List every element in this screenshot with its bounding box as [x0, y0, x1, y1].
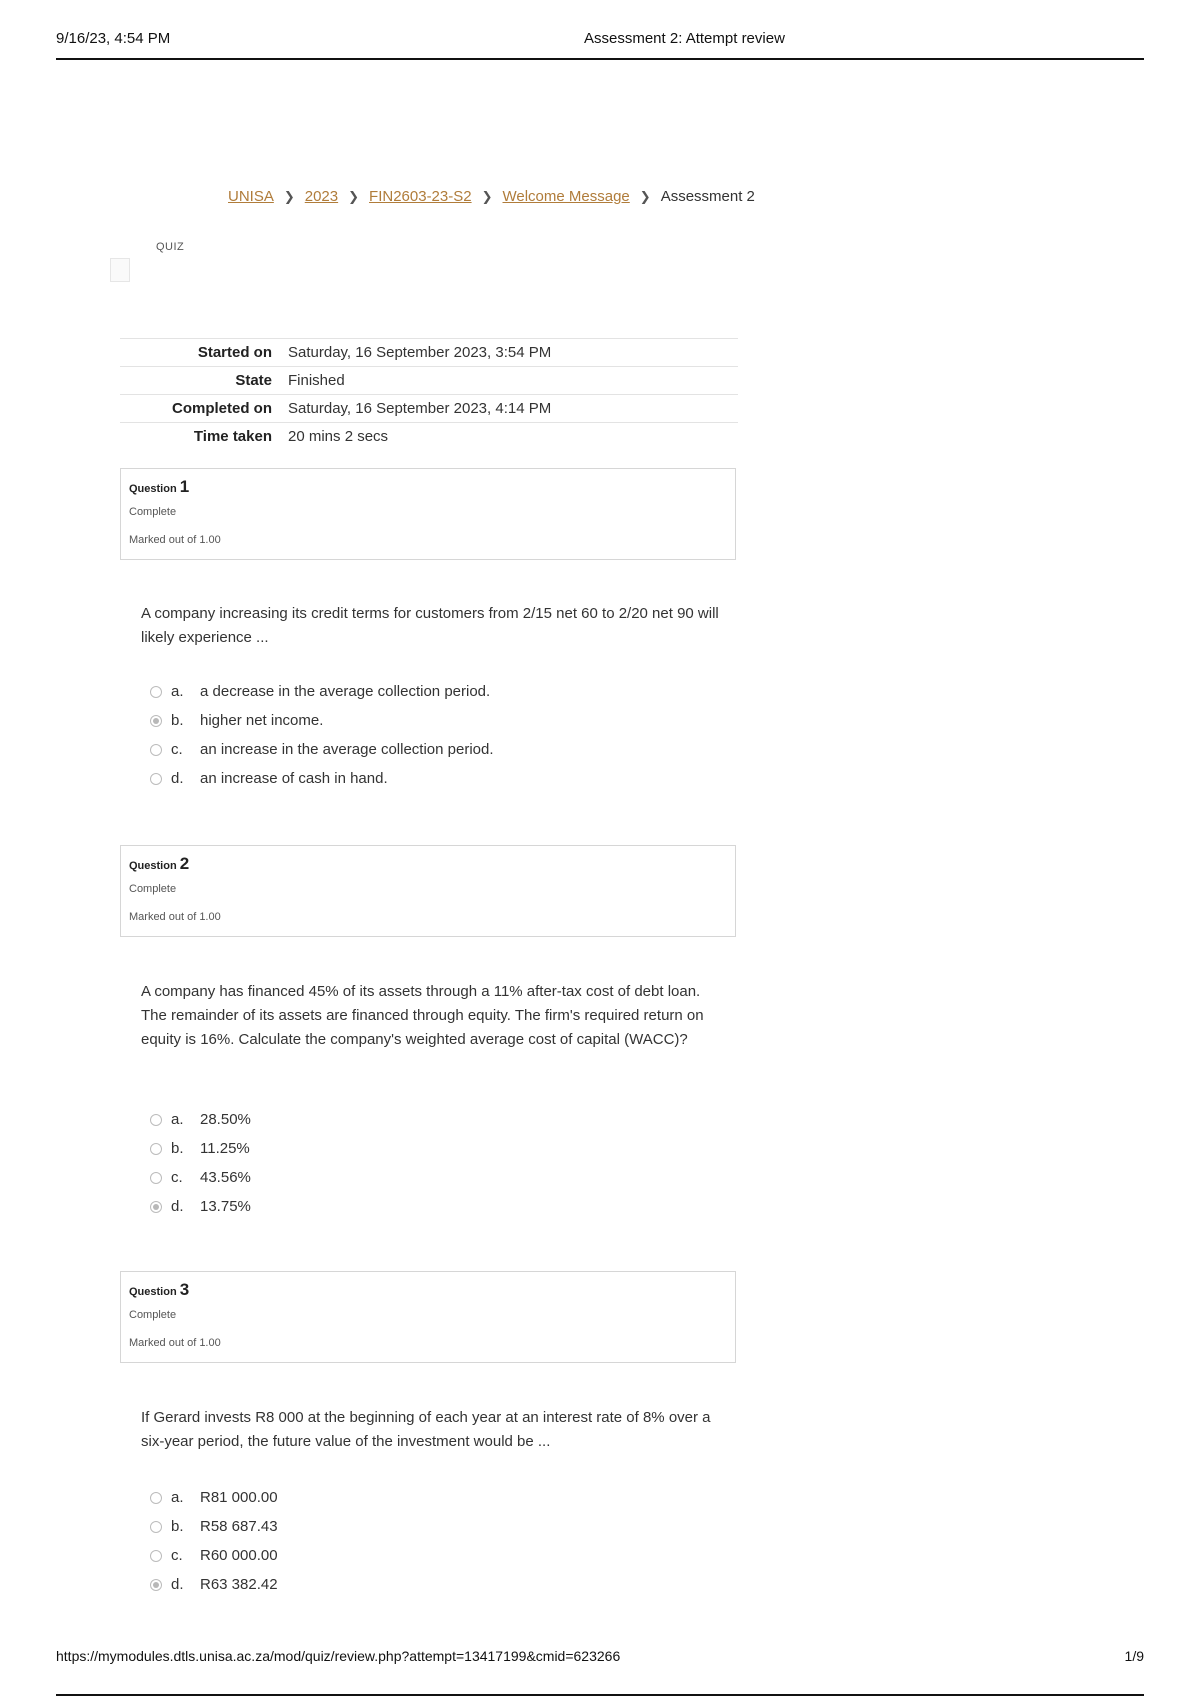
answer-list	[150, 1105, 251, 1221]
radio-button[interactable]	[150, 744, 162, 756]
chevron-right-icon: ❯	[283, 188, 295, 204]
summary-value: 20 mins 2 secs	[288, 423, 738, 451]
breadcrumb-link-unisa[interactable]: UNISA	[228, 188, 274, 205]
summary-label: State	[120, 367, 288, 395]
chevron-right-icon: ❯	[348, 188, 360, 204]
summary-label: Completed on	[120, 395, 288, 423]
answer-option[interactable]: a. 28.50%	[150, 1105, 251, 1134]
footer-divider	[56, 1694, 1144, 1696]
radio-button[interactable]	[150, 1172, 162, 1184]
answer-option[interactable]: a. a decrease in the average collection period.	[150, 677, 494, 706]
radio-button[interactable]	[150, 1550, 162, 1562]
print-title: Assessment 2: Attempt review	[584, 30, 785, 47]
summary-row	[120, 367, 738, 395]
answer-list	[150, 1483, 278, 1599]
answer-option[interactable]: d. an increase of cash in hand.	[150, 764, 494, 793]
radio-button-selected[interactable]	[150, 715, 162, 727]
chevron-right-icon: ❯	[481, 188, 493, 204]
question-text: A company has financed 45% of its assets through a 11% after-tax cost of debt loan. The remainder of its assets are financed through equity. The firm's required return on equity is 16%. Calculate the company's weighted average cost of capital (WACC)?	[141, 983, 704, 1048]
summary-value: Saturday, 16 September 2023, 4:14 PM	[288, 395, 738, 423]
radio-button[interactable]	[150, 1143, 162, 1155]
page-number: 1/9	[1124, 1648, 1144, 1664]
question-marks: Marked out of 1.00	[129, 1337, 221, 1349]
attempt-summary-table	[120, 338, 738, 450]
question-text: If Gerard invests R8 000 at the beginning of each year at an interest rate of 8% over a six-year period, the future value of the investment would be ...	[141, 1409, 711, 1450]
question-marks: Marked out of 1.00	[129, 911, 221, 923]
breadcrumb-link-welcome[interactable]: Welcome Message	[502, 188, 630, 205]
activity-type-label: QUIZ	[156, 241, 185, 253]
question-marks: Marked out of 1.00	[129, 534, 221, 546]
breadcrumb-link-course[interactable]: FIN2603-23-S2	[369, 188, 472, 205]
summary-row	[120, 395, 738, 423]
question-state: Complete	[129, 883, 177, 895]
summary-value: Finished	[288, 367, 738, 395]
radio-button[interactable]	[150, 686, 162, 698]
answer-option[interactable]: b. higher net income.	[150, 706, 494, 735]
question-info-box	[120, 1271, 736, 1363]
answer-option[interactable]: d. 13.75%	[150, 1192, 251, 1221]
chevron-right-icon: ❯	[639, 188, 651, 204]
summary-row	[120, 423, 738, 451]
radio-button[interactable]	[150, 1521, 162, 1533]
radio-button[interactable]	[150, 1114, 162, 1126]
question-info-box	[120, 845, 736, 937]
question-text: A company increasing its credit terms for customers from 2/15 net 60 to 2/20 net 90 will likely experience ...	[141, 605, 719, 646]
breadcrumb	[228, 188, 755, 205]
question-number: Question 1	[129, 477, 190, 496]
summary-label: Time taken	[120, 423, 288, 451]
quiz-icon	[110, 258, 130, 282]
question-number: Question 3	[129, 1280, 190, 1299]
answer-list	[150, 677, 494, 793]
answer-option[interactable]: c. 43.56%	[150, 1163, 251, 1192]
breadcrumb-current: Assessment 2	[660, 188, 755, 205]
answer-option[interactable]: c. R60 000.00	[150, 1541, 278, 1570]
print-date: 9/16/23, 4:54 PM	[56, 30, 171, 47]
question-number: Question 2	[129, 854, 190, 873]
summary-row	[120, 339, 738, 367]
radio-button[interactable]	[150, 773, 162, 785]
answer-option[interactable]: b. 11.25%	[150, 1134, 251, 1163]
question-state: Complete	[129, 1309, 177, 1321]
print-header	[56, 28, 1144, 60]
summary-value: Saturday, 16 September 2023, 3:54 PM	[288, 339, 738, 367]
question-info-box	[120, 468, 736, 560]
question-state: Complete	[129, 506, 177, 518]
answer-option[interactable]: c. an increase in the average collection period.	[150, 735, 494, 764]
summary-label: Started on	[120, 339, 288, 367]
page-url: https://mymodules.dtls.unisa.ac.za/mod/quiz/review.php?attempt=13417199&cmid=623266	[56, 1648, 621, 1664]
breadcrumb-link-year[interactable]: 2023	[304, 188, 339, 205]
answer-option[interactable]: a. R81 000.00	[150, 1483, 278, 1512]
radio-button-selected[interactable]	[150, 1579, 162, 1591]
answer-option[interactable]: d. R63 382.42	[150, 1570, 278, 1599]
answer-option[interactable]: b. R58 687.43	[150, 1512, 278, 1541]
radio-button-selected[interactable]	[150, 1201, 162, 1213]
radio-button[interactable]	[150, 1492, 162, 1504]
